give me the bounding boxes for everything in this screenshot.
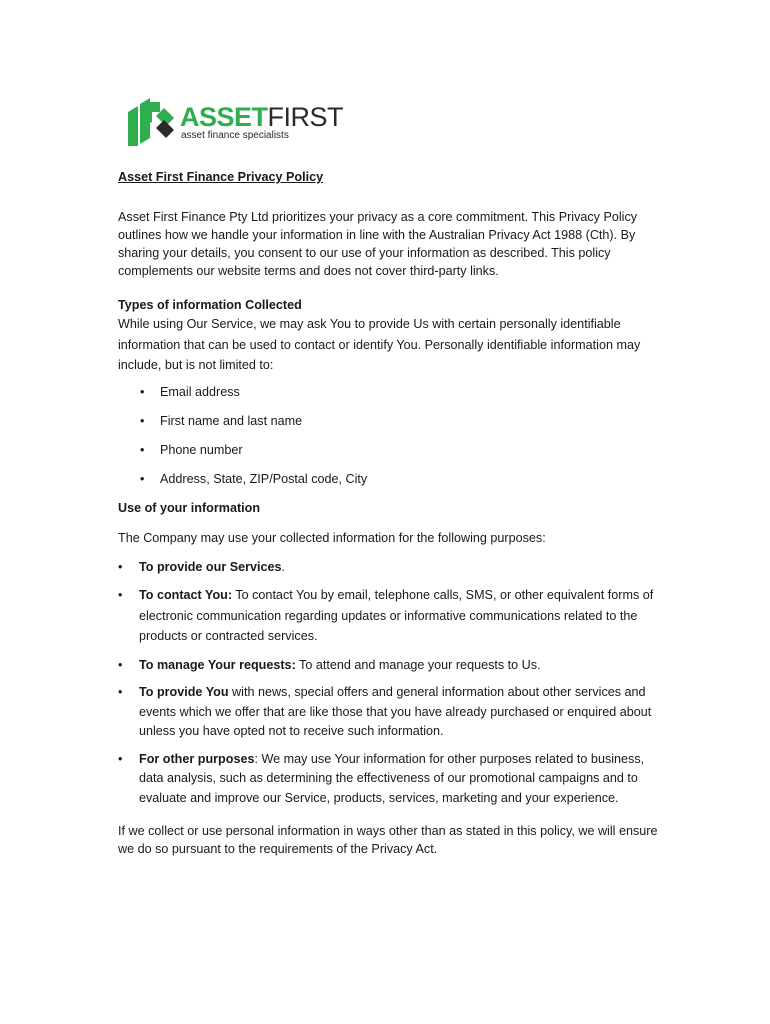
item-text: with news, special offers and general information about other services and events which we offer that are like those that you have already purchased or enquired about unless you have opted not to receive such information. [139,685,652,738]
item-text: . [281,559,286,574]
use-heading: Use of your information [118,500,261,515]
logo-tagline: asset finance specialists [181,130,289,141]
page-title: Asset First Finance Privacy Policy [118,170,324,184]
item-lead: To provide You [139,685,229,699]
types-heading: Types of information Collected [118,298,302,312]
list-item [118,750,658,809]
logo-mark-icon [126,98,176,148]
use-paragraph: The Company may use your collected information for the following purposes: [118,530,546,545]
item-text: To attend and manage your requests to Us. [295,657,541,672]
item-lead: To contact You: [139,588,233,602]
intro-paragraph: Asset First Finance Pty Ltd prioritizes your privacy as a core commitment. This Privacy Policy outlines how we handle your information in line with the Australian Privacy Act 1988 (Cth). By sharing your details, you consent to our use of your information as described. This policy complements our website terms and does not cover third-party links. [118,210,638,278]
closing-paragraph: If we collect or use personal information in ways other than as stated in this policy, we will ensure we do so pursuant to the requirements of the Privacy Act. [118,824,658,856]
list-item [118,557,658,578]
list-item: • Phone number [118,440,658,469]
item-lead: For other purposes [139,751,255,766]
item-text: To contact You by email, telephone calls, SMS, or other equivalent forms of electronic communication regarding updates or informative communications related to the products or contracted services. [139,588,654,643]
item-lead: To provide our Services [139,559,282,574]
logo-word-first: FIRST [267,102,344,132]
company-logo [126,98,344,150]
list-item: • Address, State, ZIP/Postal code, City [118,469,658,498]
policy-content [118,168,658,858]
list-item [118,683,658,742]
logo-wordmark [180,102,343,132]
information-types-list [118,382,658,498]
types-paragraph: While using Our Service, we may ask You to provide Us with certain personally identifiable information that can be used to contact or identify You. Personally identifiable information may include, but is not limited to: [118,317,641,372]
item-lead: To manage Your requests: [139,657,296,672]
purposes-list [118,557,658,809]
list-item: • First name and last name [118,411,658,440]
list-item [118,585,658,647]
list-item [118,655,658,676]
logo-word-asset: ASSET [180,102,268,132]
list-item: • Email address [118,382,658,411]
item-text: : We may use Your information for other purposes related to business, data analysis, such as determining the effectiveness of our promotional campaigns and to evaluate and improve our Service, products, services, marketing and your experience. [139,751,645,805]
